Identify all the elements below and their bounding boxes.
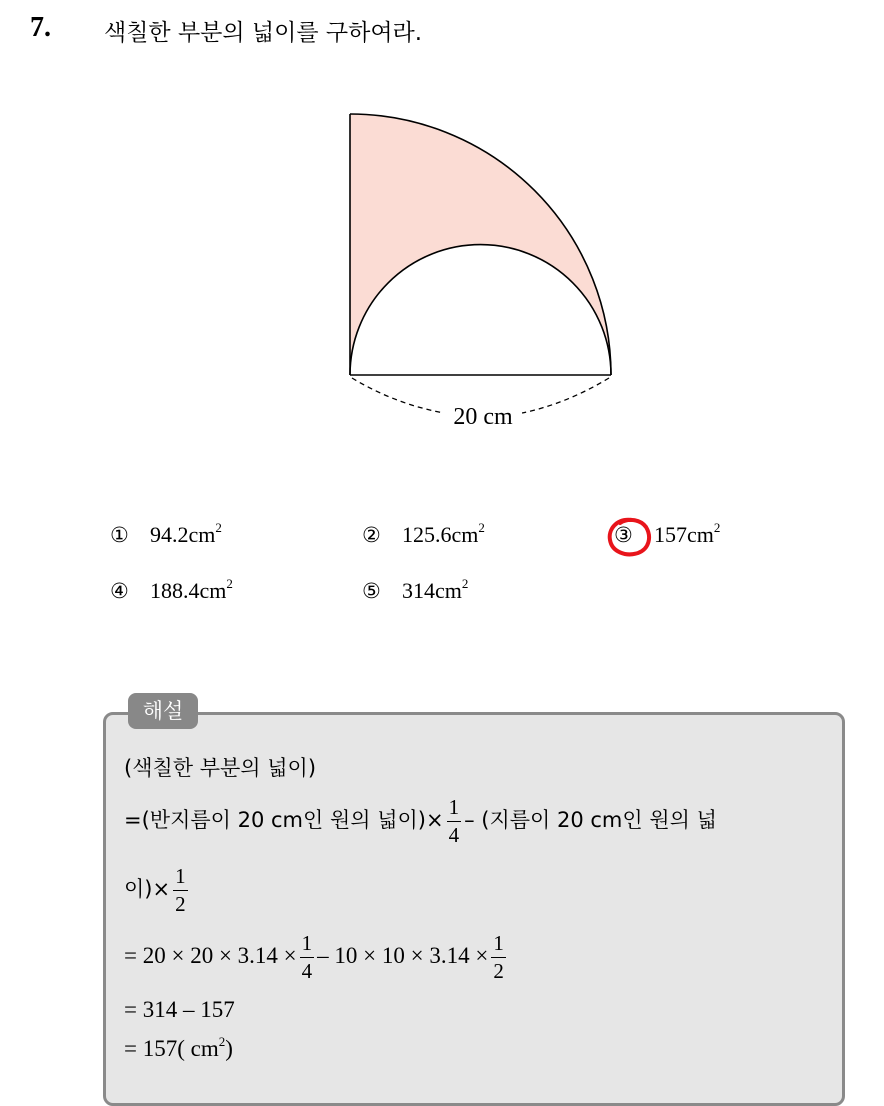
question-text: 색칠한 부분의 넓이를 구하여라. [104,20,423,46]
choice-5-value: 314cm [402,578,462,603]
choice-1[interactable] [110,522,222,548]
choice-4-value: 188.4cm [150,578,227,603]
choice-4-exponent: 2 [226,576,233,591]
choice-2-number: ② [362,523,381,547]
solution-line-6-a: = 157( cm [124,1036,219,1061]
fraction-numerator: 1 [173,866,188,891]
geometry-figure [0,0,884,480]
choice-1-number: ① [110,523,129,547]
solution-line-4 [124,933,509,982]
solution-line-6-exponent: 2 [218,1034,226,1049]
solution-line-4-b: – 10 × 10 × 3.14 × [317,942,489,968]
fraction-one-half [491,933,506,982]
dimension-label: 20 cm [453,404,513,430]
solution-line-6 [124,1036,233,1062]
fraction-denominator: 4 [448,823,460,847]
dimension-dash-left [352,378,444,413]
solution-line-5 [124,997,235,1023]
fraction-denominator: 2 [175,892,186,916]
solution-line-1-text: (색칠한 부분의 넓이) [124,756,317,780]
fraction-denominator: 2 [493,959,504,983]
solution-tag: 해설 [128,693,198,729]
solution-line-2-b: – (지름이 20 cm인 원의 넓 [464,807,717,832]
fraction-numerator: 1 [447,797,462,822]
fraction-numerator: 1 [491,933,506,958]
choice-1-exponent: 2 [215,520,222,535]
choice-3-exponent: 2 [713,520,721,535]
solution-line-3-a: 이)× [124,876,171,901]
choice-2-value: 125.6cm [402,522,479,547]
solution-line-3 [124,866,191,915]
fraction-one-quarter [300,933,315,982]
solution-line-1 [124,752,316,782]
solution-line-4-a: = 20 × 20 × 3.14 × [124,942,297,968]
choice-5-exponent: 2 [461,576,469,591]
solution-line-5-text: = 314 – 157 [124,997,235,1022]
choice-1-value: 94.2cm [150,522,216,547]
solution-line-2 [124,797,717,846]
dimension-dash-right [522,378,609,413]
fraction-one-quarter [447,797,462,846]
choice-3-value: 157cm [654,522,714,547]
choice-3-number: ③ [614,523,633,547]
choice-4-number: ④ [110,579,129,603]
fraction-denominator: 4 [301,959,313,983]
fraction-numerator: 1 [300,933,315,958]
choice-2[interactable] [362,522,485,548]
choice-2-exponent: 2 [478,520,485,535]
choice-4[interactable] [110,578,233,604]
question-number: 7. [30,12,51,43]
solution-line-6-b: ) [225,1036,233,1061]
choice-5[interactable] [362,578,468,604]
choice-5-number: ⑤ [362,579,381,603]
answer-mark-circle [602,512,658,562]
fraction-one-half [173,866,188,915]
solution-line-2-a: =(반지름이 20 cm인 원의 넓이)× [124,807,444,832]
